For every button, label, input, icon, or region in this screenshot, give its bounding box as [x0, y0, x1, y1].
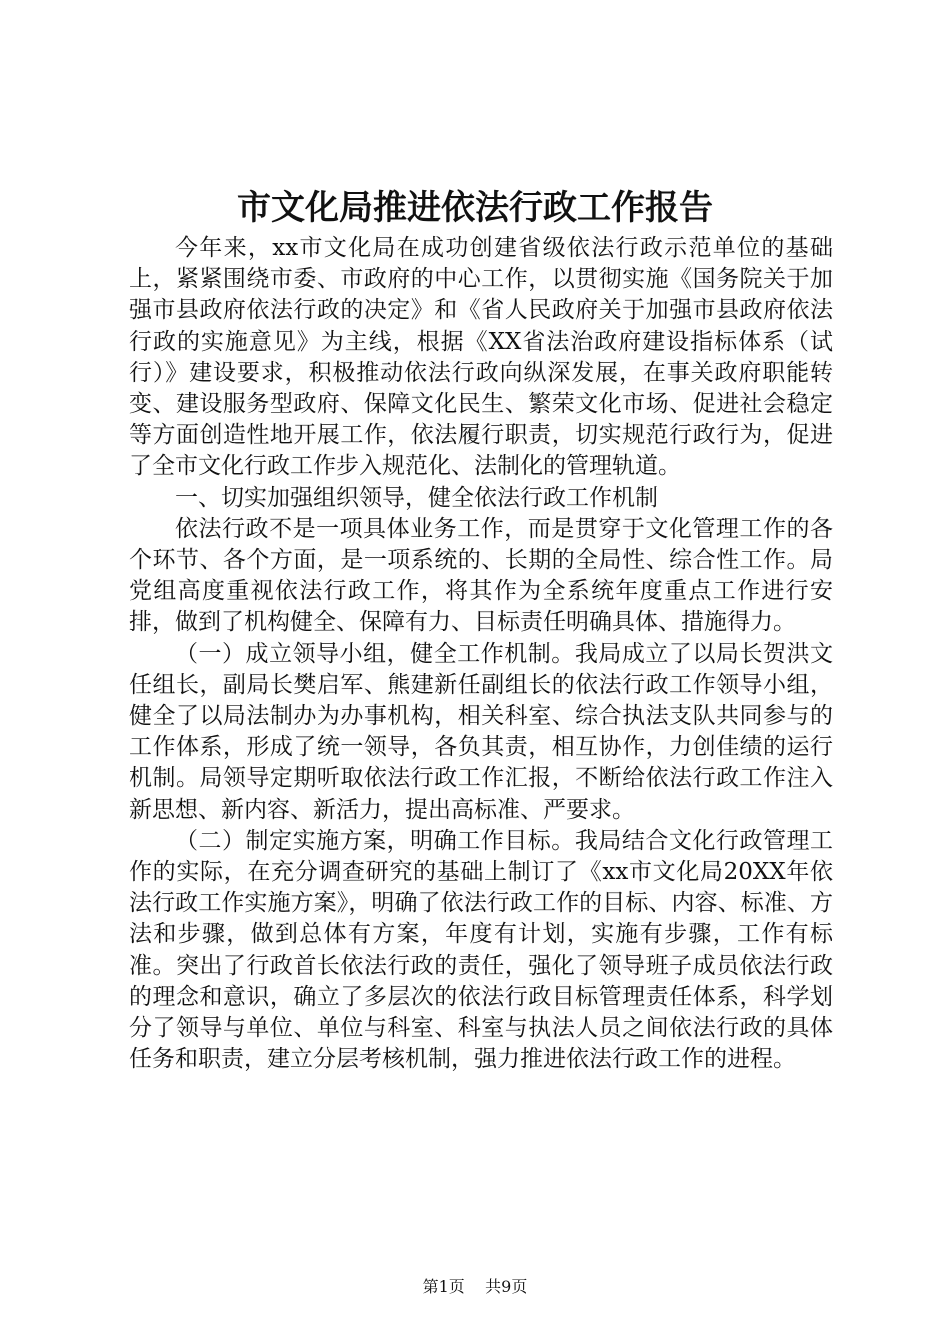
paragraph-item-1: （一）成立领导小组，健全工作机制。我局成立了以局长贺洪文任组长，副局长樊启军、熊建新任副组长的依法行政工作领导小组，健全了以局法制办为办事机构，相关科室、综合执法支队共同参与的工作体系，形成了统一领导，各负其责，相互协作，力创佳绩的运行机制。局领导定期听取依法行政工作汇报，不断给依法行政工作注入新思想、新内容、新活力，提出高标准、严要求。 [129, 640, 833, 823]
page-separator [470, 1277, 480, 1296]
paragraph-item-2: （二）制定实施方案，明确工作目标。我局结合文化行政管理工作的实际，在充分调查研究的基础上制订了《xx市文化局20XX年依法行政工作实施方案》，明确了依法行政工作的目标、内容、标准、方法和步骤，做到总体有方案，年度有计划，实施有步骤，工作有标准。突出了行政首长依法行政的责任，强化了领导班子成员依法行政的理念和意识，确立了多层次的依法行政目标管理责任体系，科学划分了领导与单位、单位与科室、科室与执法人员之间依法行政的具体任务和职责，建立分层考核机制，强力推进依法行政工作的进程。 [129, 827, 833, 1073]
paragraph-section-1: 依法行政不是一项具体业务工作，而是贯穿于文化管理工作的各个环节、各个方面，是一项系统的、长期的全局性、综合性工作。局党组高度重视依法行政工作，将其作为全系统年度重点工作进行安排，做到了机构健全、保障有力、目标责任明确具体、措施得力。 [129, 515, 833, 636]
page-footer [0, 1277, 950, 1297]
document-body [129, 233, 833, 1075]
page-number: 第1页 [422, 1277, 465, 1296]
paragraph-intro: 今年来，xx市文化局在成功创建省级依法行政示范单位的基础上，紧紧围绕市委、市政府的中心工作，以贯彻实施《国务院关于加强市县政府依法行政的决定》和《省人民政府关于加强市县政府依法行政的实施意见》为主线，根据《XX省法治政府建设指标体系（试行）》建设要求，积极推动依法行政向纵深发展，在事关政府职能转变、建设服务型政府、保障文化民生、繁荣文化市场、促进社会稳定等方面创造性地开展工作，依法履行职责，切实规范行政行为，促进了全市文化行政工作步入规范化、法制化的管理轨道。 [129, 235, 833, 480]
document-title: 市文化局推进依法行政工作报告 [237, 188, 713, 228]
page-total: 共9页 [485, 1277, 528, 1296]
section-heading-1: 一、切实加强组织领导，健全依法行政工作机制 [175, 484, 658, 511]
